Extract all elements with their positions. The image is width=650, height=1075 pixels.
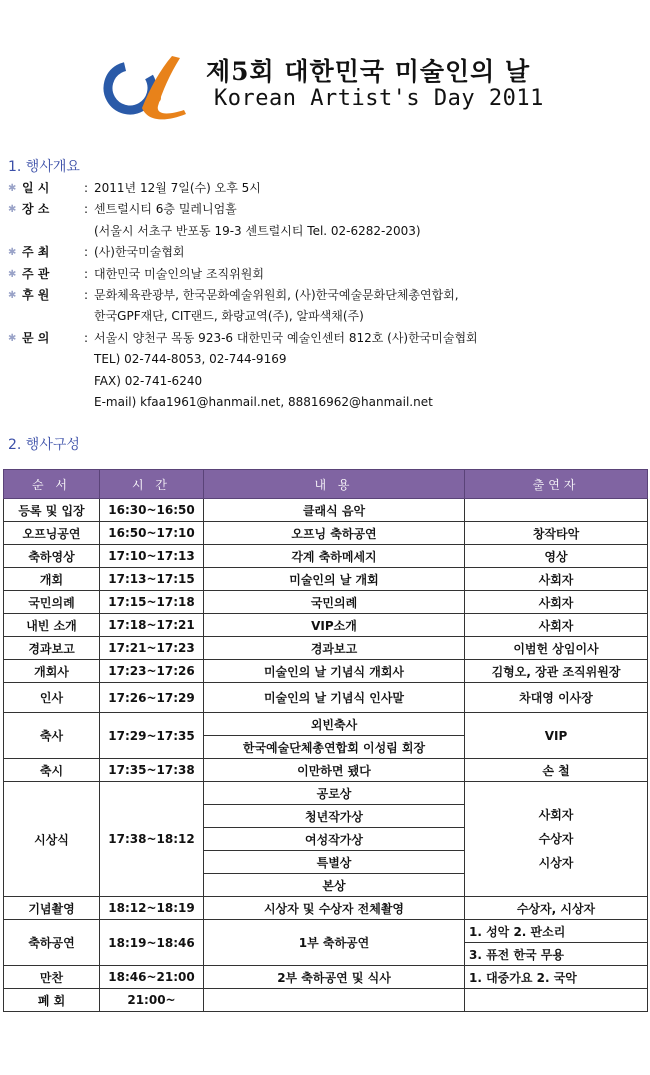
- info-label: 주 최: [22, 245, 50, 260]
- cell-time: 17:23~17:26: [100, 660, 204, 683]
- program-table: [3, 469, 648, 1012]
- cell-order: 내빈 소개: [4, 614, 100, 637]
- page-title: 제5회 대한민국 미술인의 날: [206, 57, 531, 86]
- cell-content: 경과보고: [204, 637, 465, 660]
- table-row: [4, 660, 648, 683]
- info-label: 문 의: [22, 330, 50, 345]
- cell-performer: 손 철: [465, 759, 648, 782]
- header: [0, 0, 650, 140]
- bullet-icon: ✱: [8, 290, 17, 302]
- cell-content: 2부 축하공연 및 식사: [204, 966, 465, 989]
- cell-time: 17:26~17:29: [100, 683, 204, 713]
- header-performer: 출연자: [465, 470, 648, 499]
- page-subtitle: Korean Artist's Day 2011: [214, 86, 544, 111]
- info-value: 한국GPF재단, CIT랜드, 화랑교역(주), 알파색채(주): [94, 309, 364, 324]
- bullet-icon: ✱: [8, 183, 17, 194]
- cell-performer: 이범헌 상임이사: [465, 637, 648, 660]
- info-row-sponsor-cont: [8, 306, 648, 327]
- table-row: [4, 759, 648, 782]
- table-row: [4, 591, 648, 614]
- info-value: (사)한국미술협회: [94, 245, 185, 260]
- cell-performer: 수상자, 시상자: [465, 897, 648, 920]
- info-value: 센트럴시티 6층 밀레니엄홀: [94, 202, 237, 217]
- info-label: 후 원: [22, 288, 50, 303]
- performer-line: 수상자: [538, 832, 574, 846]
- cell-content: VIP소개: [204, 614, 465, 637]
- bullet-icon: ✱: [8, 204, 17, 216]
- info-row-venue-address: [8, 221, 648, 242]
- table-row: [4, 897, 648, 920]
- cell-performer: 김형오, 장관 조직위원장: [465, 660, 648, 683]
- cell-content: 각계 축하메세지: [204, 545, 465, 568]
- table-row: [4, 920, 648, 943]
- info-value: TEL) 02-744-8053, 02-744-9169: [94, 352, 287, 367]
- cell-content: 1부 축하공연: [204, 920, 465, 966]
- info-row-sponsor: ✱ 후 원 : 문화체육관광부, 한국문화예술위원회, (사)한국예술문화단체총연합회,: [8, 285, 648, 306]
- cell-performer: 사회자: [465, 568, 648, 591]
- cell-order: 폐 회: [4, 989, 100, 1012]
- cell-performer: [465, 499, 648, 522]
- cell-order: 국민의례: [4, 591, 100, 614]
- cell-performer: 사회자: [465, 614, 648, 637]
- info-value: 2011년 12월 7일(수) 오후 5시: [94, 181, 261, 195]
- cell-content: [204, 989, 465, 1012]
- cell-performer: 차대영 이사장: [465, 683, 648, 713]
- cell-performer: [465, 782, 648, 897]
- cell-content: 외빈축사: [204, 713, 465, 736]
- cell-order: 오프닝공연: [4, 522, 100, 545]
- cell-performer: 1. 대중가요 2. 국악: [465, 966, 648, 989]
- info-row-fax: [8, 371, 648, 392]
- cell-time: 16:50~17:10: [100, 522, 204, 545]
- cell-content: 청년작가상: [204, 805, 465, 828]
- cell-content: 여성작가상: [204, 828, 465, 851]
- cell-content: 이만하면 됐다: [204, 759, 465, 782]
- cell-content: 한국예술단체총연합회 이성림 회장: [204, 736, 465, 759]
- cell-performer: 영상: [465, 545, 648, 568]
- performer-line: 시상자: [538, 856, 574, 870]
- cell-time: 17:21~17:23: [100, 637, 204, 660]
- bullet-icon: ✱: [8, 332, 17, 344]
- cell-time: 17:18~17:21: [100, 614, 204, 637]
- info-label: 일 시: [22, 181, 50, 195]
- cell-time: 18:46~21:00: [100, 966, 204, 989]
- table-row: [4, 966, 648, 989]
- table-row: [4, 568, 648, 591]
- info-value: 문화체육관광부, 한국문화예술위원회, (사)한국예술문화단체총연합회,: [94, 288, 459, 303]
- header-order: 순 서: [4, 470, 100, 499]
- cell-order: 축하공연: [4, 920, 100, 966]
- info-row-host: ✱ 주 최 : (사)한국미술협회: [8, 242, 648, 263]
- cell-order: 개회: [4, 568, 100, 591]
- section-title-overview: 1. 행사개요: [8, 159, 80, 175]
- info-row-contact: ✱ 문 의 : 서울시 양천구 목동 923-6 대한민국 예술인센터 812호 (사)한국미술협회: [8, 328, 648, 349]
- info-row-email: [8, 392, 648, 413]
- cell-content: 본상: [204, 874, 465, 897]
- table-row: [4, 614, 648, 637]
- cell-performer: 사회자: [465, 591, 648, 614]
- table-row: [4, 713, 648, 736]
- header-content: 내 용: [204, 470, 465, 499]
- cell-time: 17:10~17:13: [100, 545, 204, 568]
- cell-content: 미술인의 날 기념식 인사말: [204, 683, 465, 713]
- info-row-tel: [8, 349, 648, 370]
- cell-order: 축시: [4, 759, 100, 782]
- info-row-venue: ✱ 장 소 : 센트럴시티 6층 밀레니엄홀: [8, 199, 648, 220]
- cell-performer: VIP: [465, 713, 648, 759]
- cell-order: 축사: [4, 713, 100, 759]
- info-label: 장 소: [22, 202, 50, 217]
- cell-content: 오프닝 축하공연: [204, 522, 465, 545]
- cell-performer: [465, 989, 648, 1012]
- cell-content: 미술인의 날 기념식 개회사: [204, 660, 465, 683]
- header-time: 시 간: [100, 470, 204, 499]
- cell-order: 개회사: [4, 660, 100, 683]
- cell-time: 16:30~16:50: [100, 499, 204, 522]
- cell-time: 17:13~17:15: [100, 568, 204, 591]
- cell-performer: 1. 성악 2. 판소리: [465, 920, 648, 943]
- cell-order: 경과보고: [4, 637, 100, 660]
- cell-order: 기념촬영: [4, 897, 100, 920]
- cell-performer: 창작타악: [465, 522, 648, 545]
- info-value: 서울시 양천구 목동 923-6 대한민국 예술인센터 812호 (사)한국미술협회: [94, 330, 478, 345]
- cell-time: 17:29~17:35: [100, 713, 204, 759]
- artist-day-logo-icon: [100, 48, 188, 120]
- cell-order: 축하영상: [4, 545, 100, 568]
- bullet-icon: ✱: [8, 268, 17, 280]
- table-row: [4, 522, 648, 545]
- cell-content: 시상자 및 수상자 전체촬영: [204, 897, 465, 920]
- cell-time: 18:12~18:19: [100, 897, 204, 920]
- cell-time: 21:00~: [100, 989, 204, 1012]
- cell-content: 특별상: [204, 851, 465, 874]
- cell-performer: 3. 퓨전 한국 무용: [465, 943, 648, 966]
- cell-content: 국민의례: [204, 591, 465, 614]
- info-value: (서울시 서초구 반포동 19-3 센트럴시티 Tel. 02-6282-2003): [94, 223, 421, 238]
- info-value: 대한민국 미술인의날 조직위원회: [94, 266, 264, 281]
- cell-content: 클래식 음악: [204, 499, 465, 522]
- cell-order: 등록 및 입장: [4, 499, 100, 522]
- cell-time: 17:15~17:18: [100, 591, 204, 614]
- info-label: 주 관: [22, 266, 50, 281]
- cell-time: 18:19~18:46: [100, 920, 204, 966]
- cell-order: 인사: [4, 683, 100, 713]
- table-row: [4, 683, 648, 713]
- table-row: [4, 499, 648, 522]
- table-row: [4, 989, 648, 1012]
- performer-line: 사회자: [538, 808, 574, 822]
- overview-list: [8, 178, 648, 413]
- cell-time: 17:35~17:38: [100, 759, 204, 782]
- table-row: [4, 545, 648, 568]
- info-value: E-mail) kfaa1961@hanmail.net, 88816962@hanmail.net: [94, 395, 433, 410]
- section-title-program: 2. 행사구성: [8, 437, 80, 453]
- cell-order: 시상식: [4, 782, 100, 897]
- table-row: [4, 782, 648, 805]
- info-row-organizer: ✱ 주 관 : 대한민국 미술인의날 조직위원회: [8, 264, 648, 285]
- cell-content: 미술인의 날 개회: [204, 568, 465, 591]
- bullet-icon: ✱: [8, 247, 17, 259]
- info-row-date: ✱ 일 시 : 2011년 12월 7일(수) 오후 5시: [8, 178, 648, 199]
- table-row: [4, 637, 648, 660]
- cell-time: 17:38~18:12: [100, 782, 204, 897]
- info-value: FAX) 02-741-6240: [94, 373, 203, 388]
- cell-order: 만찬: [4, 966, 100, 989]
- table-header-row: [4, 470, 648, 499]
- cell-content: 공로상: [204, 782, 465, 805]
